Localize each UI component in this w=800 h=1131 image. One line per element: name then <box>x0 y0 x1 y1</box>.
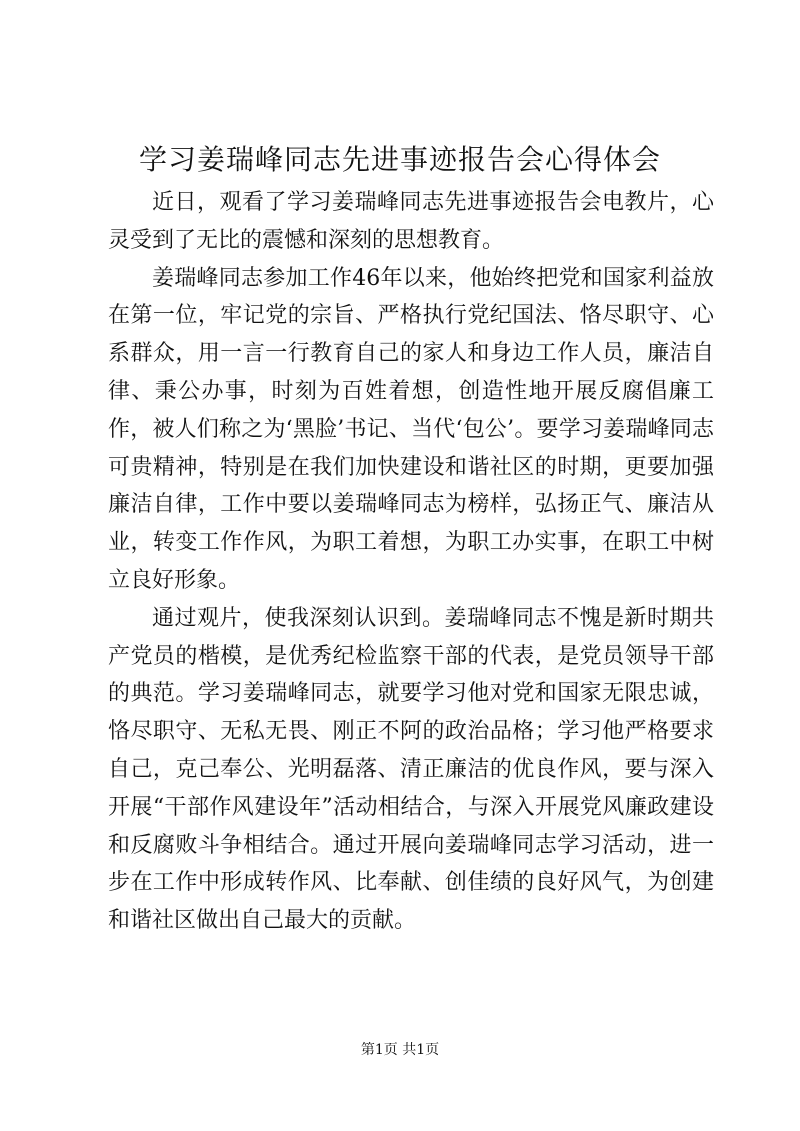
page-footer: 第1页 共1页 <box>360 1042 440 1058</box>
paragraph-intro: 近日，观看了学习姜瑞峰同志先进事迹报告会电教片，心灵受到了无比的震憾和深刻的思想教育。 <box>108 190 714 253</box>
document-body <box>108 184 714 940</box>
paragraph-deeds: 姜瑞峰同志参加工作46年以来，他始终把党和国家利益放在第一位，牢记党的宗旨、严格执行党纪国法、恪尽职守、心系群众，用一言一行教育自己的家人和身边工作人员，廉洁自律、秉公办事，时刻为百姓着想，创造性地开展反腐倡廉工作，被人们称之为‘黑脸’书记、当代‘包公’。要学习姜瑞峰同志可贵精神，特别是在我们加快建设和谐社区的时期，更要加强廉洁自律，工作中要以姜瑞峰同志为榜样，弘扬正气、廉洁从业，转变工作作风，为职工着想，为职工办实事，在职工中树立良好形象。 <box>108 265 714 593</box>
paragraph-reflection: 通过观片，使我深刻认识到。姜瑞峰同志不愧是新时期共产党员的楷模，是优秀纪检监察干部的代表，是党员领导干部的典范。学习姜瑞峰同志，就要学习他对党和国家无限忠诚，恪尽职守、无私无畏、刚正不阿的政治品格；学习他严格要求自己，克己奉公、光明磊落、清正廉洁的优良作风，要与深入开展“干部作风建设年”活动相结合，与深入开展党风廉政建设和反腐败斗争相结合。通过开展向姜瑞峰同志学习活动，进一步在工作中形成转作风、比奉献、创佳绩的良好风气，为创建和谐社区做出自己最大的贡献。 <box>108 605 714 934</box>
document-title: 学习姜瑞峰同志先进事迹报告会心得体会 <box>138 143 661 176</box>
